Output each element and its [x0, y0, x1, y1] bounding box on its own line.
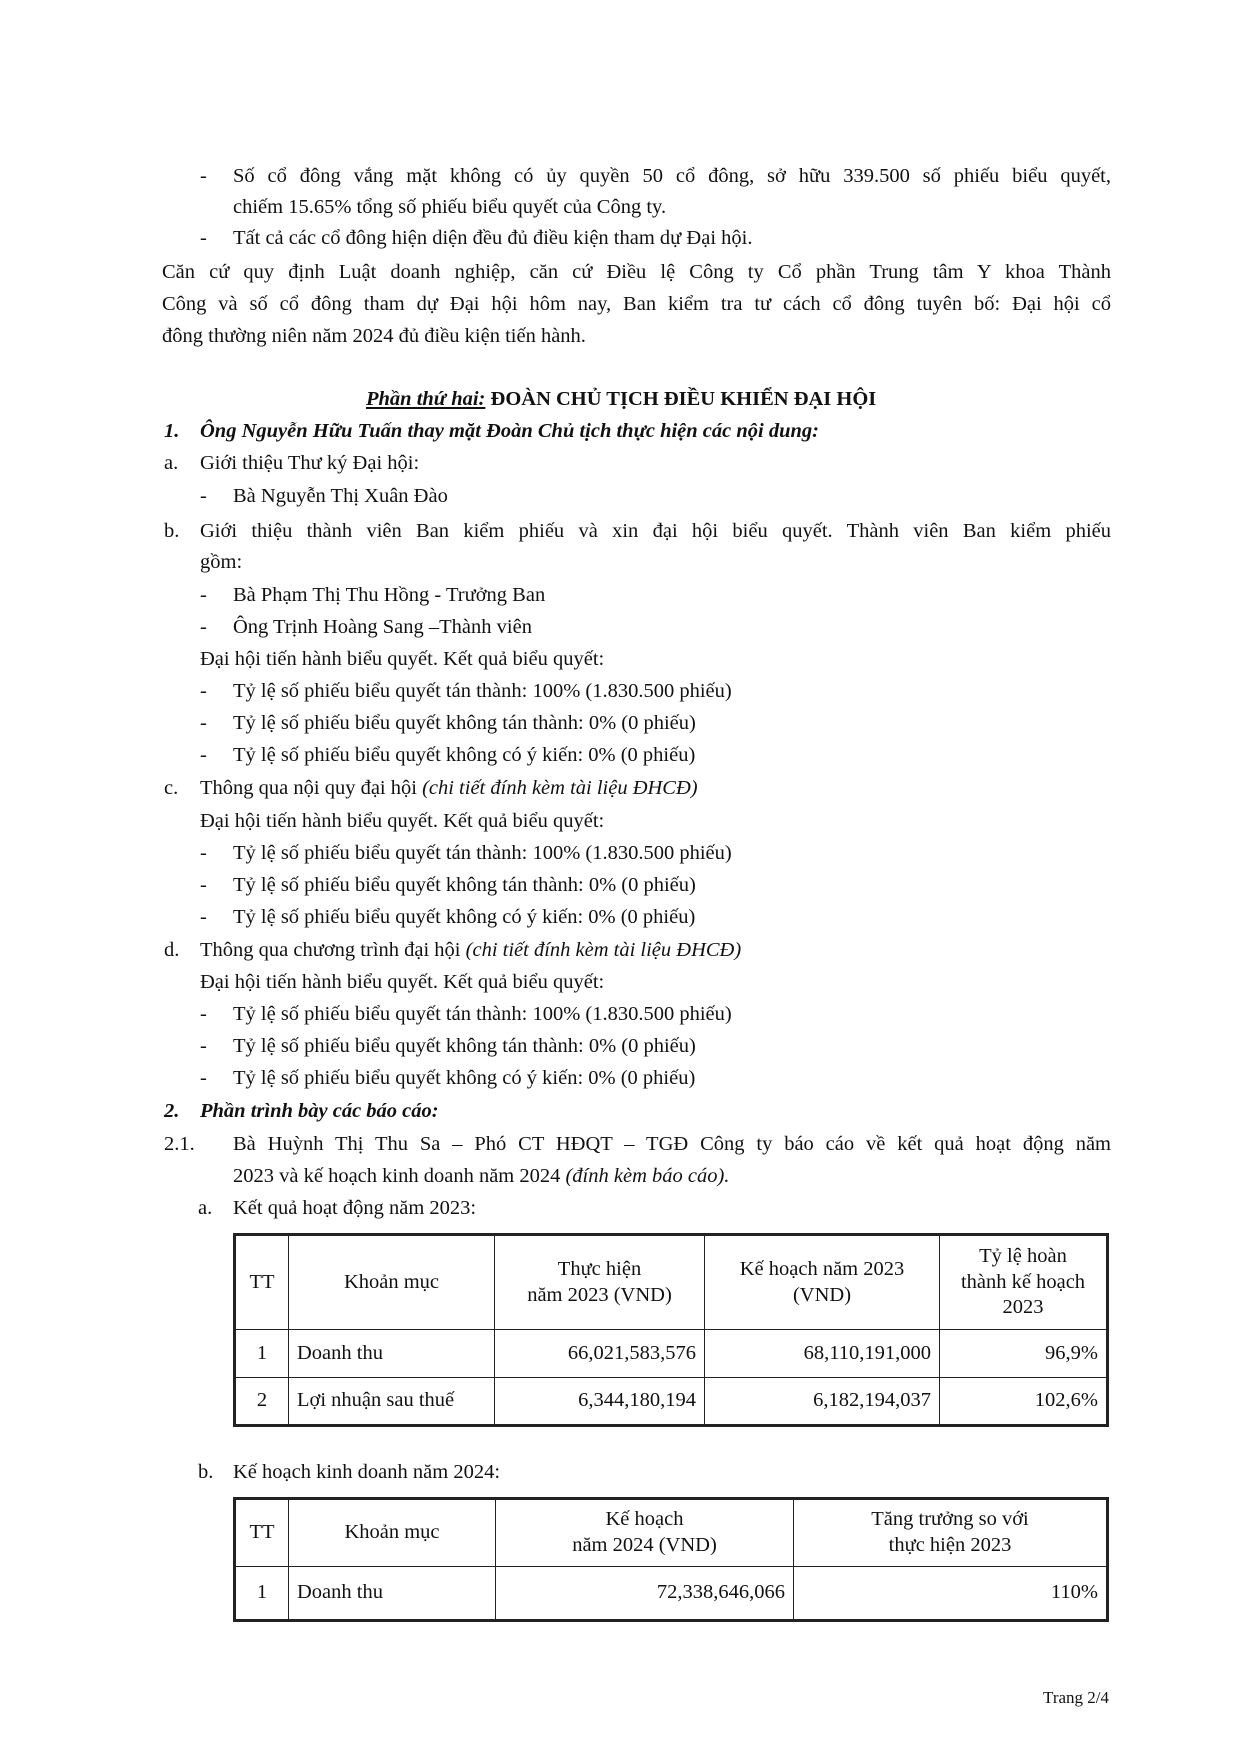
bullet-dash: - — [200, 712, 207, 734]
table-row — [235, 1378, 1108, 1426]
plan-2024-table — [233, 1497, 1109, 1622]
cell-tt: 1 — [235, 1567, 289, 1621]
cell-plan: 72,338,646,066 — [496, 1567, 794, 1621]
header-actual-line-1: Thực hiện — [557, 1257, 642, 1280]
item-d-main: Thông qua chương trình đại hội — [200, 939, 461, 961]
header-plan-line-1: Kế hoạch — [605, 1508, 684, 1531]
bullet-dash: - — [200, 485, 207, 507]
sub-b-text: Kế hoạch kinh doanh năm 2024: — [233, 1461, 501, 1483]
vote-intro: Đại hội tiến hành biểu quyết. Kết quả biểu quyết: — [200, 971, 605, 993]
section-1-number: 1. — [164, 420, 180, 442]
basis-paragraph-line-1: Căn cứ quy định Luật doanh nghiệp, căn cứ Điều lệ Công ty Cổ phần Trung tâm Y khoa Thành — [162, 261, 1111, 283]
header-rate-line-3: 2023 — [1002, 1296, 1044, 1319]
basis-paragraph-line-2: Công và số cổ đông tham dự Đại hội hôm nay, Ban kiểm tra tư cách cổ đông tuyên bố: Đại hội cổ — [162, 293, 1111, 315]
item-a-label: a. — [164, 452, 179, 474]
table-row — [235, 1567, 1108, 1621]
bullet-dash: - — [200, 906, 207, 928]
page-number: Trang 2/4 — [1043, 1688, 1109, 1707]
item-d-label: d. — [164, 939, 180, 961]
table-header-row — [235, 1499, 1108, 1567]
header-completion-rate — [940, 1235, 1108, 1330]
cell-actual: 66,021,583,576 — [495, 1330, 705, 1378]
header-plan-2024 — [496, 1499, 794, 1567]
vote-no-opinion: Tỷ lệ số phiếu biểu quyết không có ý kiến: 0% (0 phiếu) — [233, 744, 696, 766]
cell-item: Doanh thu — [289, 1330, 495, 1378]
part-two-prefix: Phần thứ hai: — [366, 388, 486, 410]
vote-approve: Tỷ lệ số phiếu biểu quyết tán thành: 100% (1.830.500 phiếu) — [233, 680, 732, 702]
bullet-dash: - — [200, 165, 207, 187]
table-header-row — [235, 1235, 1108, 1330]
absent-shareholders-line-2: chiếm 15.65% tổng số phiếu biểu quyết của Công ty. — [233, 196, 667, 218]
cell-tt: 2 — [235, 1378, 289, 1426]
bullet-dash: - — [200, 584, 207, 606]
counting-member-2: Ông Trịnh Hoàng Sang –Thành viên — [233, 616, 532, 638]
vote-disapprove: Tỷ lệ số phiếu biểu quyết không tán thành: 0% (0 phiếu) — [233, 712, 696, 734]
counting-member-1: Bà Phạm Thị Thu Hồng - Trưởng Ban — [233, 584, 546, 606]
item-a-text: Giới thiệu Thư ký Đại hội: — [200, 452, 420, 474]
section-2-1-main: 2023 và kế hoạch kinh doanh năm 2024 — [233, 1165, 561, 1187]
all-eligible-line: Tất cả các cổ đông hiện diện đều đủ điều kiện tham dự Đại hội. — [233, 227, 753, 249]
bullet-dash: - — [200, 227, 207, 249]
item-c-main: Thông qua nội quy đại hội — [200, 777, 417, 799]
vote-approve: Tỷ lệ số phiếu biểu quyết tán thành: 100% (1.830.500 phiếu) — [233, 1003, 732, 1025]
section-2-1-line-1: Bà Huỳnh Thị Thu Sa – Phó CT HĐQT – TGĐ Công ty báo cáo về kết quả hoạt động năm — [233, 1133, 1111, 1155]
header-item: Khoản mục — [289, 1499, 496, 1567]
bullet-dash: - — [200, 1067, 207, 1089]
bullet-dash: - — [200, 680, 207, 702]
cell-rate: 102,6% — [940, 1378, 1108, 1426]
item-d-text — [200, 940, 741, 961]
header-plan-line-2: năm 2024 (VND) — [572, 1534, 717, 1556]
header-item: Khoản mục — [289, 1235, 495, 1330]
sub-a-text: Kết quả hoạt động năm 2023: — [233, 1197, 477, 1219]
cell-item: Doanh thu — [289, 1567, 496, 1621]
header-actual-2023 — [495, 1235, 705, 1330]
sub-a-label: a. — [198, 1197, 213, 1219]
results-2023-table — [233, 1233, 1109, 1427]
part-two-title: ĐOÀN CHỦ TỊCH ĐIỀU KHIỂN ĐẠI HỘI — [490, 388, 877, 410]
secretary-name: Bà Nguyễn Thị Xuân Đào — [233, 485, 448, 507]
item-b-line-1: Giới thiệu thành viên Ban kiểm phiếu và xin đại hội biểu quyết. Thành viên Ban kiểm phiếu — [200, 520, 1111, 542]
header-growth-line-2: thực hiện 2023 — [888, 1534, 1012, 1556]
header-tt: TT — [235, 1499, 289, 1567]
header-rate-line-2: thành kế hoạch — [960, 1270, 1086, 1293]
cell-rate: 96,9% — [940, 1330, 1108, 1378]
bullet-dash: - — [200, 874, 207, 896]
item-c-note: (chi tiết đính kèm tài liệu ĐHCĐ) — [422, 777, 698, 799]
absent-shareholders-line-1: Số cổ đông vắng mặt không có ủy quyền 50 cổ đông, sở hữu 339.500 số phiếu biểu quyết, — [233, 165, 1111, 187]
bullet-dash: - — [200, 842, 207, 864]
item-c-label: c. — [164, 777, 179, 799]
section-2-1-note: (đính kèm báo cáo). — [565, 1165, 730, 1187]
item-b-line-2: gồm: — [200, 551, 243, 573]
sub-b-label: b. — [198, 1461, 214, 1483]
basis-paragraph-line-3: đông thường niên năm 2024 đủ điều kiện tiến hành. — [162, 325, 586, 347]
vote-no-opinion: Tỷ lệ số phiếu biểu quyết không có ý kiến: 0% (0 phiếu) — [233, 906, 696, 928]
cell-growth: 110% — [794, 1567, 1108, 1621]
header-plan-line-2: (VND) — [792, 1283, 852, 1306]
header-plan-2023 — [705, 1235, 940, 1330]
vote-approve: Tỷ lệ số phiếu biểu quyết tán thành: 100% (1.830.500 phiếu) — [233, 842, 732, 864]
bullet-dash: - — [200, 616, 207, 638]
vote-no-opinion: Tỷ lệ số phiếu biểu quyết không có ý kiến: 0% (0 phiếu) — [233, 1067, 696, 1089]
vote-disapprove: Tỷ lệ số phiếu biểu quyết không tán thành: 0% (0 phiếu) — [233, 874, 696, 896]
header-actual-line-2: năm 2023 (VND) — [527, 1283, 672, 1306]
section-2-1-line-2 — [233, 1166, 729, 1187]
bullet-dash: - — [200, 1003, 207, 1025]
vote-intro: Đại hội tiến hành biểu quyết. Kết quả biểu quyết: — [200, 648, 605, 670]
bullet-dash: - — [200, 744, 207, 766]
header-tt: TT — [235, 1235, 289, 1330]
bullet-dash: - — [200, 1035, 207, 1057]
item-d-note: (chi tiết đính kèm tài liệu ĐHCĐ) — [465, 939, 742, 961]
cell-item: Lợi nhuận sau thuế — [289, 1378, 495, 1426]
item-c-text — [200, 778, 698, 799]
vote-intro: Đại hội tiến hành biểu quyết. Kết quả biểu quyết: — [200, 810, 605, 832]
section-2-number: 2. — [164, 1100, 180, 1122]
section-1-title: Ông Nguyễn Hữu Tuấn thay mặt Đoàn Chủ tịch thực hiện các nội dung: — [200, 420, 819, 442]
header-plan-line-1: Kế hoạch năm 2023 — [739, 1257, 905, 1280]
cell-plan: 68,110,191,000 — [705, 1330, 940, 1378]
section-2-title: Phần trình bày các báo cáo: — [200, 1100, 439, 1122]
header-growth — [794, 1499, 1108, 1567]
header-growth-line-1: Tăng trưởng so với — [871, 1508, 1029, 1531]
cell-actual: 6,344,180,194 — [495, 1378, 705, 1426]
cell-tt: 1 — [235, 1330, 289, 1378]
item-b-label: b. — [164, 520, 180, 542]
table-row — [235, 1330, 1108, 1378]
part-two-heading — [366, 389, 876, 410]
cell-plan: 6,182,194,037 — [705, 1378, 940, 1426]
section-2-1-number: 2.1. — [164, 1133, 195, 1155]
vote-disapprove: Tỷ lệ số phiếu biểu quyết không tán thành: 0% (0 phiếu) — [233, 1035, 696, 1057]
header-rate-line-1: Tỷ lệ hoàn — [979, 1245, 1067, 1268]
